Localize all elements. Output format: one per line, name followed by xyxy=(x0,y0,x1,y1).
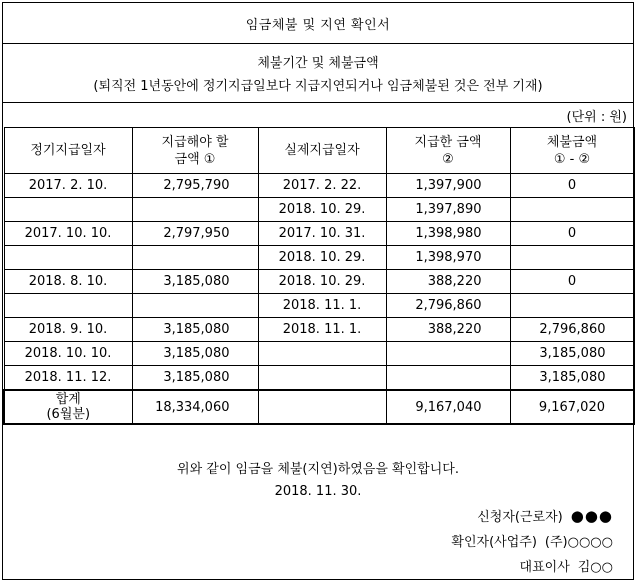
document-date: 2018. 11. 30. xyxy=(274,484,362,499)
table-row xyxy=(4,270,634,294)
cell-actual-date: 2017. 10. 31. xyxy=(258,222,386,246)
cell-regular-date: 2017. 2. 10. xyxy=(4,174,132,198)
total-amount-paid: 9,167,040 xyxy=(386,390,510,424)
confirmer-label: 확인자(사업주) xyxy=(451,535,537,550)
cell-amount-due: 2,795,790 xyxy=(132,174,258,198)
header-unpaid-amount xyxy=(510,128,634,174)
cell-actual-date: 2017. 2. 22. xyxy=(258,174,386,198)
cell-unpaid xyxy=(510,294,634,318)
cell-actual-date: 2018. 10. 29. xyxy=(258,198,386,222)
cell-amount-paid xyxy=(386,366,510,391)
wage-table xyxy=(3,127,635,425)
ceo-name: 김○○ xyxy=(577,560,613,575)
cell-actual-date xyxy=(258,366,386,391)
table-row xyxy=(4,198,634,222)
cell-regular-date: 2018. 9. 10. xyxy=(4,318,132,342)
cell-amount-due: 3,185,080 xyxy=(132,342,258,366)
header-amount-paid-line1: 지급한 금액 xyxy=(414,134,482,150)
ceo-label: 대표이사 xyxy=(519,560,570,575)
cell-actual-date: 2018. 11. 1. xyxy=(258,294,386,318)
cell-unpaid: 0 xyxy=(510,270,634,294)
total-label xyxy=(4,390,132,424)
ceo-signature xyxy=(520,556,613,575)
cell-regular-date xyxy=(4,198,132,222)
cell-regular-date: 2018. 10. 10. xyxy=(4,342,132,366)
cell-actual-date: 2018. 10. 29. xyxy=(258,246,386,270)
cell-regular-date: 2018. 11. 12. xyxy=(4,366,132,391)
cell-actual-date: 2018. 11. 1. xyxy=(258,318,386,342)
cell-amount-due: 3,185,080 xyxy=(132,270,258,294)
cell-amount-due: 3,185,080 xyxy=(132,318,258,342)
table-row xyxy=(4,318,634,342)
table-row xyxy=(4,246,634,270)
table-row xyxy=(4,342,634,366)
cell-regular-date: 2017. 10. 10. xyxy=(4,222,132,246)
table-row xyxy=(4,222,634,246)
cell-unpaid: 0 xyxy=(510,222,634,246)
cell-unpaid: 2,796,860 xyxy=(510,318,634,342)
table-header-row xyxy=(4,128,634,174)
document-title: 임금체불 및 지연 확인서 xyxy=(3,3,633,44)
total-unpaid: 9,167,020 xyxy=(510,390,634,424)
unit-label: (단위 : 원) xyxy=(566,110,627,125)
table-row xyxy=(4,174,634,198)
confirmer-name: (주)○○○○ xyxy=(544,535,613,550)
cell-amount-paid: 1,398,980 xyxy=(386,222,510,246)
cell-amount-paid xyxy=(386,342,510,366)
header-regular-pay-date: 정기지급일자 xyxy=(4,128,132,174)
cell-amount-paid: 388,220 xyxy=(386,318,510,342)
header-unpaid-line1: 체불금액 xyxy=(546,134,598,150)
total-label-line1: 합계 xyxy=(55,392,81,407)
section-title: 체불기간 및 체불금액 xyxy=(257,56,379,71)
header-actual-pay-date: 실제지급일자 xyxy=(258,128,386,174)
cell-amount-due: 2,797,950 xyxy=(132,222,258,246)
header-amount-paid-line2: ② xyxy=(442,151,454,167)
cell-amount-paid: 1,397,890 xyxy=(386,198,510,222)
cell-regular-date xyxy=(4,294,132,318)
document-frame xyxy=(2,2,634,580)
header-amount-paid xyxy=(386,128,510,174)
cell-unpaid xyxy=(510,198,634,222)
cell-unpaid: 3,185,080 xyxy=(510,366,634,391)
total-row xyxy=(4,390,634,424)
applicant-name: ●●● xyxy=(570,507,613,525)
cell-amount-paid: 1,398,970 xyxy=(386,246,510,270)
cell-regular-date xyxy=(4,246,132,270)
cell-amount-paid: 388,220 xyxy=(386,270,510,294)
cell-amount-due: 3,185,080 xyxy=(132,366,258,391)
total-amount-due: 18,334,060 xyxy=(132,390,258,424)
section-header xyxy=(3,44,633,103)
cell-unpaid xyxy=(510,246,634,270)
confirmer-signature xyxy=(451,531,613,550)
cell-amount-due xyxy=(132,246,258,270)
table-row xyxy=(4,366,634,391)
table-row xyxy=(4,294,634,318)
total-actual-date xyxy=(258,390,386,424)
header-amount-due xyxy=(132,128,258,174)
cell-amount-due xyxy=(132,294,258,318)
applicant-label: 신청자(근로자) xyxy=(477,510,563,525)
confirmation-statement: 위와 같이 임금을 체불(지연)하였음을 확인합니다. xyxy=(177,462,459,477)
total-label-line2: (6월분) xyxy=(46,407,91,422)
cell-amount-paid: 2,796,860 xyxy=(386,294,510,318)
header-amount-due-line1: 지급해야 할 xyxy=(161,134,229,150)
header-unpaid-line2: ① - ② xyxy=(553,151,591,167)
cell-amount-due xyxy=(132,198,258,222)
cell-unpaid: 0 xyxy=(510,174,634,198)
cell-amount-paid: 1,397,900 xyxy=(386,174,510,198)
cell-unpaid: 3,185,080 xyxy=(510,342,634,366)
cell-regular-date: 2018. 8. 10. xyxy=(4,270,132,294)
cell-actual-date: 2018. 10. 29. xyxy=(258,270,386,294)
cell-actual-date xyxy=(258,342,386,366)
section-note: (퇴직전 1년동안에 정기지급일보다 지급지연되거나 임금체불된 것은 전부 기재) xyxy=(93,79,543,94)
applicant-signature xyxy=(477,506,613,525)
header-amount-due-line2: 금액 ① xyxy=(174,151,216,167)
